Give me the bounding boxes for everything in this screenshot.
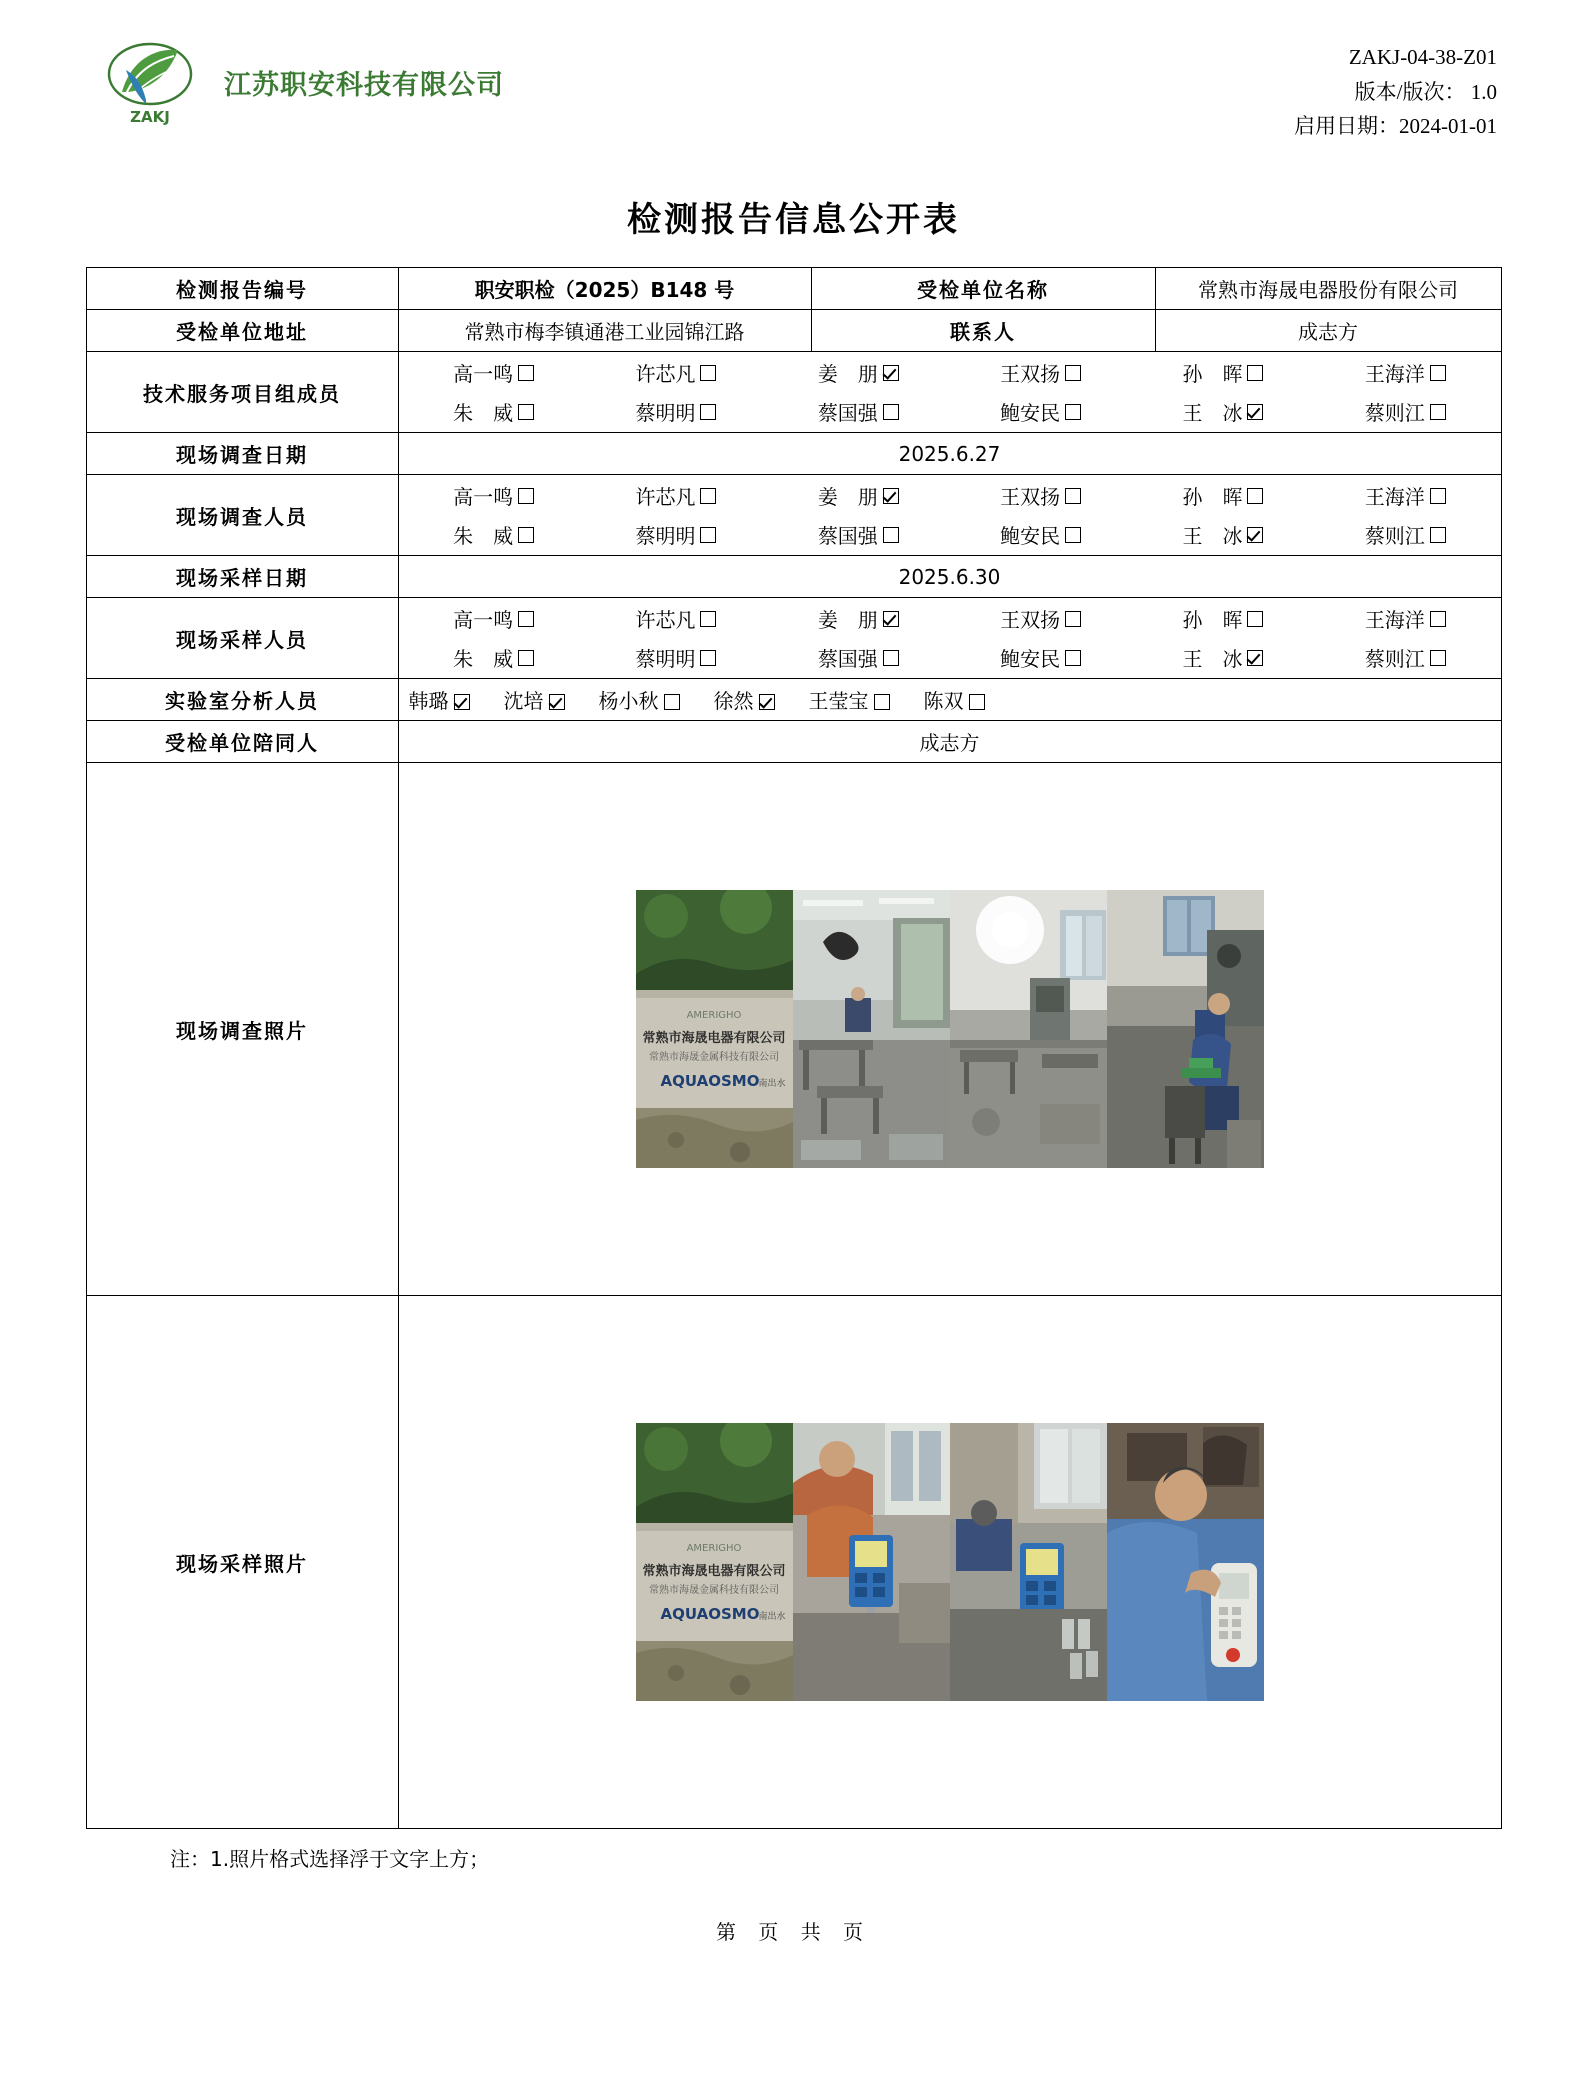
sampling-photo-strip xyxy=(399,1405,1501,1719)
member-name: 沈培 xyxy=(503,689,544,713)
member-name: 朱 威 xyxy=(453,401,514,425)
team-members-grid xyxy=(399,352,1501,432)
photo-factory-sign xyxy=(636,890,793,1168)
member-checkbox[interactable] xyxy=(1065,650,1081,666)
member-checkbox[interactable] xyxy=(700,365,716,381)
member-checkbox[interactable] xyxy=(700,488,716,504)
company-name: 江苏职安科技有限公司 xyxy=(224,69,504,101)
member-item[interactable] xyxy=(585,520,767,549)
member-checkbox[interactable] xyxy=(518,527,534,543)
member-checkbox[interactable] xyxy=(1065,365,1081,381)
team-label: 技术服务项目组成员 xyxy=(86,352,398,433)
member-name: 高一鸣 xyxy=(453,362,514,386)
report-info-table xyxy=(86,267,1502,1829)
member-item[interactable] xyxy=(767,520,949,549)
member-checkbox[interactable] xyxy=(700,611,716,627)
member-item[interactable] xyxy=(1132,358,1314,387)
member-item[interactable] xyxy=(585,481,767,510)
photo-machining-area xyxy=(950,890,1107,1168)
header-right xyxy=(1294,34,1507,144)
member-checkbox[interactable] xyxy=(883,404,899,420)
lab-staff-list xyxy=(399,685,1501,714)
member-checkbox[interactable] xyxy=(1247,488,1263,504)
member-name: 蔡国强 xyxy=(817,647,878,671)
member-checkbox[interactable] xyxy=(883,527,899,543)
member-name: 许芯凡 xyxy=(635,485,696,509)
member-checkbox[interactable] xyxy=(883,611,899,627)
svg-text:南出水: 南出水 xyxy=(757,1079,786,1089)
member-name: 许芯凡 xyxy=(635,608,696,632)
member-name: 高一鸣 xyxy=(453,608,514,632)
member-name: 蔡则江 xyxy=(1364,524,1425,548)
member-item[interactable] xyxy=(403,604,585,633)
member-item[interactable] xyxy=(767,358,949,387)
member-name: 姜 朋 xyxy=(817,362,878,386)
member-name: 鲍安民 xyxy=(1000,401,1061,425)
report-no-value: 职安职检（2025）B148 号 xyxy=(398,268,811,310)
table-row xyxy=(86,556,1501,598)
sampling-staff-cell xyxy=(398,598,1501,679)
svg-text:南出水: 南出水 xyxy=(757,1612,786,1622)
svg-text:常熟市海晟电器有限公司: 常熟市海晟电器有限公司 xyxy=(641,1031,786,1046)
member-checkbox[interactable] xyxy=(664,694,680,710)
member-name: 杨小秋 xyxy=(598,689,659,713)
member-item[interactable] xyxy=(1314,643,1496,672)
member-item[interactable] xyxy=(949,643,1131,672)
member-name: 王 冰 xyxy=(1182,647,1243,671)
client-name-value: 常熟市海晟电器股份有限公司 xyxy=(1155,268,1501,310)
doc-code: ZAKJ-04-38-Z01 xyxy=(1348,45,1497,69)
member-name: 蔡国强 xyxy=(817,524,878,548)
member-checkbox[interactable] xyxy=(1430,365,1446,381)
table-row xyxy=(86,679,1501,721)
member-checkbox[interactable] xyxy=(1065,488,1081,504)
sampling-date-value: 2025.6.30 xyxy=(398,556,1501,598)
member-checkbox[interactable] xyxy=(518,488,534,504)
member-name: 蔡则江 xyxy=(1364,401,1425,425)
member-name: 王双扬 xyxy=(1000,362,1061,386)
member-checkbox[interactable] xyxy=(1247,611,1263,627)
member-item[interactable] xyxy=(949,481,1131,510)
member-item[interactable] xyxy=(1314,481,1496,510)
member-item[interactable] xyxy=(949,358,1131,387)
client-addr-value: 常熟市梅李镇通港工业园锦江路 xyxy=(398,310,811,352)
member-name: 朱 威 xyxy=(453,524,514,548)
member-checkbox[interactable] xyxy=(874,694,890,710)
member-name: 蔡国强 xyxy=(817,401,878,425)
member-name: 姜 朋 xyxy=(817,608,878,632)
member-item[interactable] xyxy=(949,520,1131,549)
survey-date-value: 2025.6.27 xyxy=(398,433,1501,475)
member-checkbox[interactable] xyxy=(883,650,899,666)
sampling-photos-cell xyxy=(398,1296,1501,1829)
doc-version: 版本/版次： 1.0 xyxy=(1354,79,1497,104)
member-item[interactable] xyxy=(1132,604,1314,633)
member-checkbox[interactable] xyxy=(1247,365,1263,381)
photo-workshop-stations xyxy=(793,890,950,1168)
contact-value: 成志方 xyxy=(1155,310,1501,352)
lab-staff-cell xyxy=(398,679,1501,721)
member-checkbox[interactable] xyxy=(1430,611,1446,627)
member-checkbox[interactable] xyxy=(883,488,899,504)
member-name: 王双扬 xyxy=(1000,485,1061,509)
member-name: 陈双 xyxy=(923,689,964,713)
member-item[interactable] xyxy=(1314,358,1496,387)
member-checkbox[interactable] xyxy=(883,365,899,381)
member-item[interactable] xyxy=(403,643,585,672)
client-addr-label: 受检单位地址 xyxy=(86,310,398,352)
table-row xyxy=(86,268,1501,310)
sampling-date-label: 现场采样日期 xyxy=(86,556,398,598)
footnote: 注：1.照片格式选择浮于文字上方； xyxy=(170,1847,490,1871)
sampling-photos-label: 现场采样照片 xyxy=(86,1296,398,1829)
member-name: 蔡明明 xyxy=(635,524,696,548)
member-name: 徐然 xyxy=(713,689,754,713)
team-members-cell xyxy=(398,352,1501,433)
member-item[interactable] xyxy=(1132,481,1314,510)
member-item[interactable] xyxy=(1132,643,1314,672)
member-name: 高一鸣 xyxy=(453,485,514,509)
survey-staff-cell xyxy=(398,475,1501,556)
member-checkbox[interactable] xyxy=(1065,527,1081,543)
member-checkbox[interactable] xyxy=(1430,527,1446,543)
member-item[interactable] xyxy=(585,358,767,387)
lab-staff-item[interactable] xyxy=(924,685,985,714)
member-item[interactable] xyxy=(1132,520,1314,549)
lab-staff-item[interactable] xyxy=(599,685,680,714)
member-item[interactable] xyxy=(403,520,585,549)
member-item[interactable] xyxy=(767,481,949,510)
member-checkbox[interactable] xyxy=(518,611,534,627)
member-checkbox[interactable] xyxy=(759,694,775,710)
member-item[interactable] xyxy=(403,481,585,510)
lab-staff-item[interactable] xyxy=(409,685,470,714)
member-item[interactable] xyxy=(1314,397,1496,426)
member-checkbox[interactable] xyxy=(1247,527,1263,543)
table-row xyxy=(86,763,1501,1296)
member-checkbox[interactable] xyxy=(518,650,534,666)
member-checkbox[interactable] xyxy=(549,694,565,710)
member-name: 王莹宝 xyxy=(808,689,869,713)
member-checkbox[interactable] xyxy=(700,404,716,420)
member-name: 王海洋 xyxy=(1364,485,1425,509)
lab-staff-item[interactable] xyxy=(809,685,890,714)
member-name: 韩璐 xyxy=(408,689,449,713)
member-name: 朱 威 xyxy=(453,647,514,671)
photo-worker-operating xyxy=(1107,890,1264,1168)
photo-handheld-meter xyxy=(1107,1423,1264,1701)
member-name: 孙 晖 xyxy=(1182,362,1243,386)
member-checkbox[interactable] xyxy=(1430,488,1446,504)
survey-staff-grid xyxy=(399,475,1501,555)
member-checkbox[interactable] xyxy=(454,694,470,710)
table-row xyxy=(86,352,1501,433)
member-checkbox[interactable] xyxy=(969,694,985,710)
sampling-staff-grid xyxy=(399,598,1501,678)
survey-photos-cell xyxy=(398,763,1501,1296)
doc-effective-date: 启用日期：2024-01-01 xyxy=(1294,114,1497,139)
member-item[interactable] xyxy=(403,358,585,387)
member-item[interactable] xyxy=(1314,520,1496,549)
member-name: 王海洋 xyxy=(1364,608,1425,632)
member-checkbox[interactable] xyxy=(518,404,534,420)
member-name: 王海洋 xyxy=(1364,362,1425,386)
svg-text:AMERIGHO: AMERIGHO xyxy=(686,1543,741,1554)
member-item[interactable] xyxy=(1132,397,1314,426)
photo-factory-sign-2 xyxy=(636,1423,793,1701)
sampling-staff-label: 现场采样人员 xyxy=(86,598,398,679)
member-checkbox[interactable] xyxy=(1247,404,1263,420)
member-name: 王 冰 xyxy=(1182,524,1243,548)
page-number-footer: 第 页 共 页 xyxy=(715,1920,872,1944)
table-row xyxy=(86,721,1501,763)
table-row xyxy=(86,433,1501,475)
company-logo-icon xyxy=(102,34,198,130)
table-row xyxy=(86,475,1501,556)
member-item[interactable] xyxy=(949,397,1131,426)
member-item[interactable] xyxy=(1314,604,1496,633)
member-name: 许芯凡 xyxy=(635,362,696,386)
member-checkbox[interactable] xyxy=(1065,611,1081,627)
member-name: 姜 朋 xyxy=(817,485,878,509)
member-name: 孙 晖 xyxy=(1182,608,1243,632)
svg-text:AQUAOSMO: AQUAOSMO xyxy=(660,1072,759,1090)
member-item[interactable] xyxy=(585,397,767,426)
member-name: 孙 晖 xyxy=(1182,485,1243,509)
page-header xyxy=(80,0,1507,164)
member-checkbox[interactable] xyxy=(1247,650,1263,666)
table-row xyxy=(86,310,1501,352)
member-item[interactable] xyxy=(585,604,767,633)
survey-photos-label: 现场调查照片 xyxy=(86,763,398,1296)
svg-text:常熟市海晟金属科技有限公司: 常熟市海晟金属科技有限公司 xyxy=(648,1585,779,1596)
client-name-label: 受检单位名称 xyxy=(811,268,1155,310)
survey-date-label: 现场调查日期 xyxy=(86,433,398,475)
member-checkbox[interactable] xyxy=(1430,404,1446,420)
member-item[interactable] xyxy=(767,643,949,672)
svg-text:ZAKJ: ZAKJ xyxy=(130,108,170,126)
accompany-label: 受检单位陪同人 xyxy=(86,721,398,763)
member-name: 蔡明明 xyxy=(635,647,696,671)
member-checkbox[interactable] xyxy=(1065,404,1081,420)
table-row xyxy=(86,598,1501,679)
report-no-label: 检测报告编号 xyxy=(86,268,398,310)
accompany-value: 成志方 xyxy=(398,721,1501,763)
member-name: 蔡则江 xyxy=(1364,647,1425,671)
member-item[interactable] xyxy=(767,397,949,426)
member-item[interactable] xyxy=(949,604,1131,633)
member-checkbox[interactable] xyxy=(518,365,534,381)
lab-staff-item[interactable] xyxy=(714,685,775,714)
survey-staff-label: 现场调查人员 xyxy=(86,475,398,556)
survey-photo-strip xyxy=(399,872,1501,1186)
contact-label: 联系人 xyxy=(811,310,1155,352)
member-item[interactable] xyxy=(767,604,949,633)
member-name: 鲍安民 xyxy=(1000,647,1061,671)
member-name: 蔡明明 xyxy=(635,401,696,425)
member-checkbox[interactable] xyxy=(700,650,716,666)
svg-text:常熟市海晟电器有限公司: 常熟市海晟电器有限公司 xyxy=(641,1564,786,1579)
page-title: 检测报告信息公开表 xyxy=(627,200,960,240)
member-checkbox[interactable] xyxy=(1430,650,1446,666)
photo-sampling-at-station xyxy=(950,1423,1107,1701)
member-name: 鲍安民 xyxy=(1000,524,1061,548)
svg-text:常熟市海晟金属科技有限公司: 常熟市海晟金属科技有限公司 xyxy=(648,1052,779,1063)
svg-text:AMERIGHO: AMERIGHO xyxy=(686,1010,741,1021)
member-item[interactable] xyxy=(585,643,767,672)
member-name: 王 冰 xyxy=(1182,401,1243,425)
lab-staff-item[interactable] xyxy=(504,685,565,714)
header-left xyxy=(80,34,504,130)
member-name: 王双扬 xyxy=(1000,608,1061,632)
member-item[interactable] xyxy=(403,397,585,426)
lab-staff-label: 实验室分析人员 xyxy=(86,679,398,721)
member-checkbox[interactable] xyxy=(700,527,716,543)
photo-sampling-tripod xyxy=(793,1423,950,1701)
svg-text:AQUAOSMO: AQUAOSMO xyxy=(660,1605,759,1623)
table-row xyxy=(86,1296,1501,1829)
